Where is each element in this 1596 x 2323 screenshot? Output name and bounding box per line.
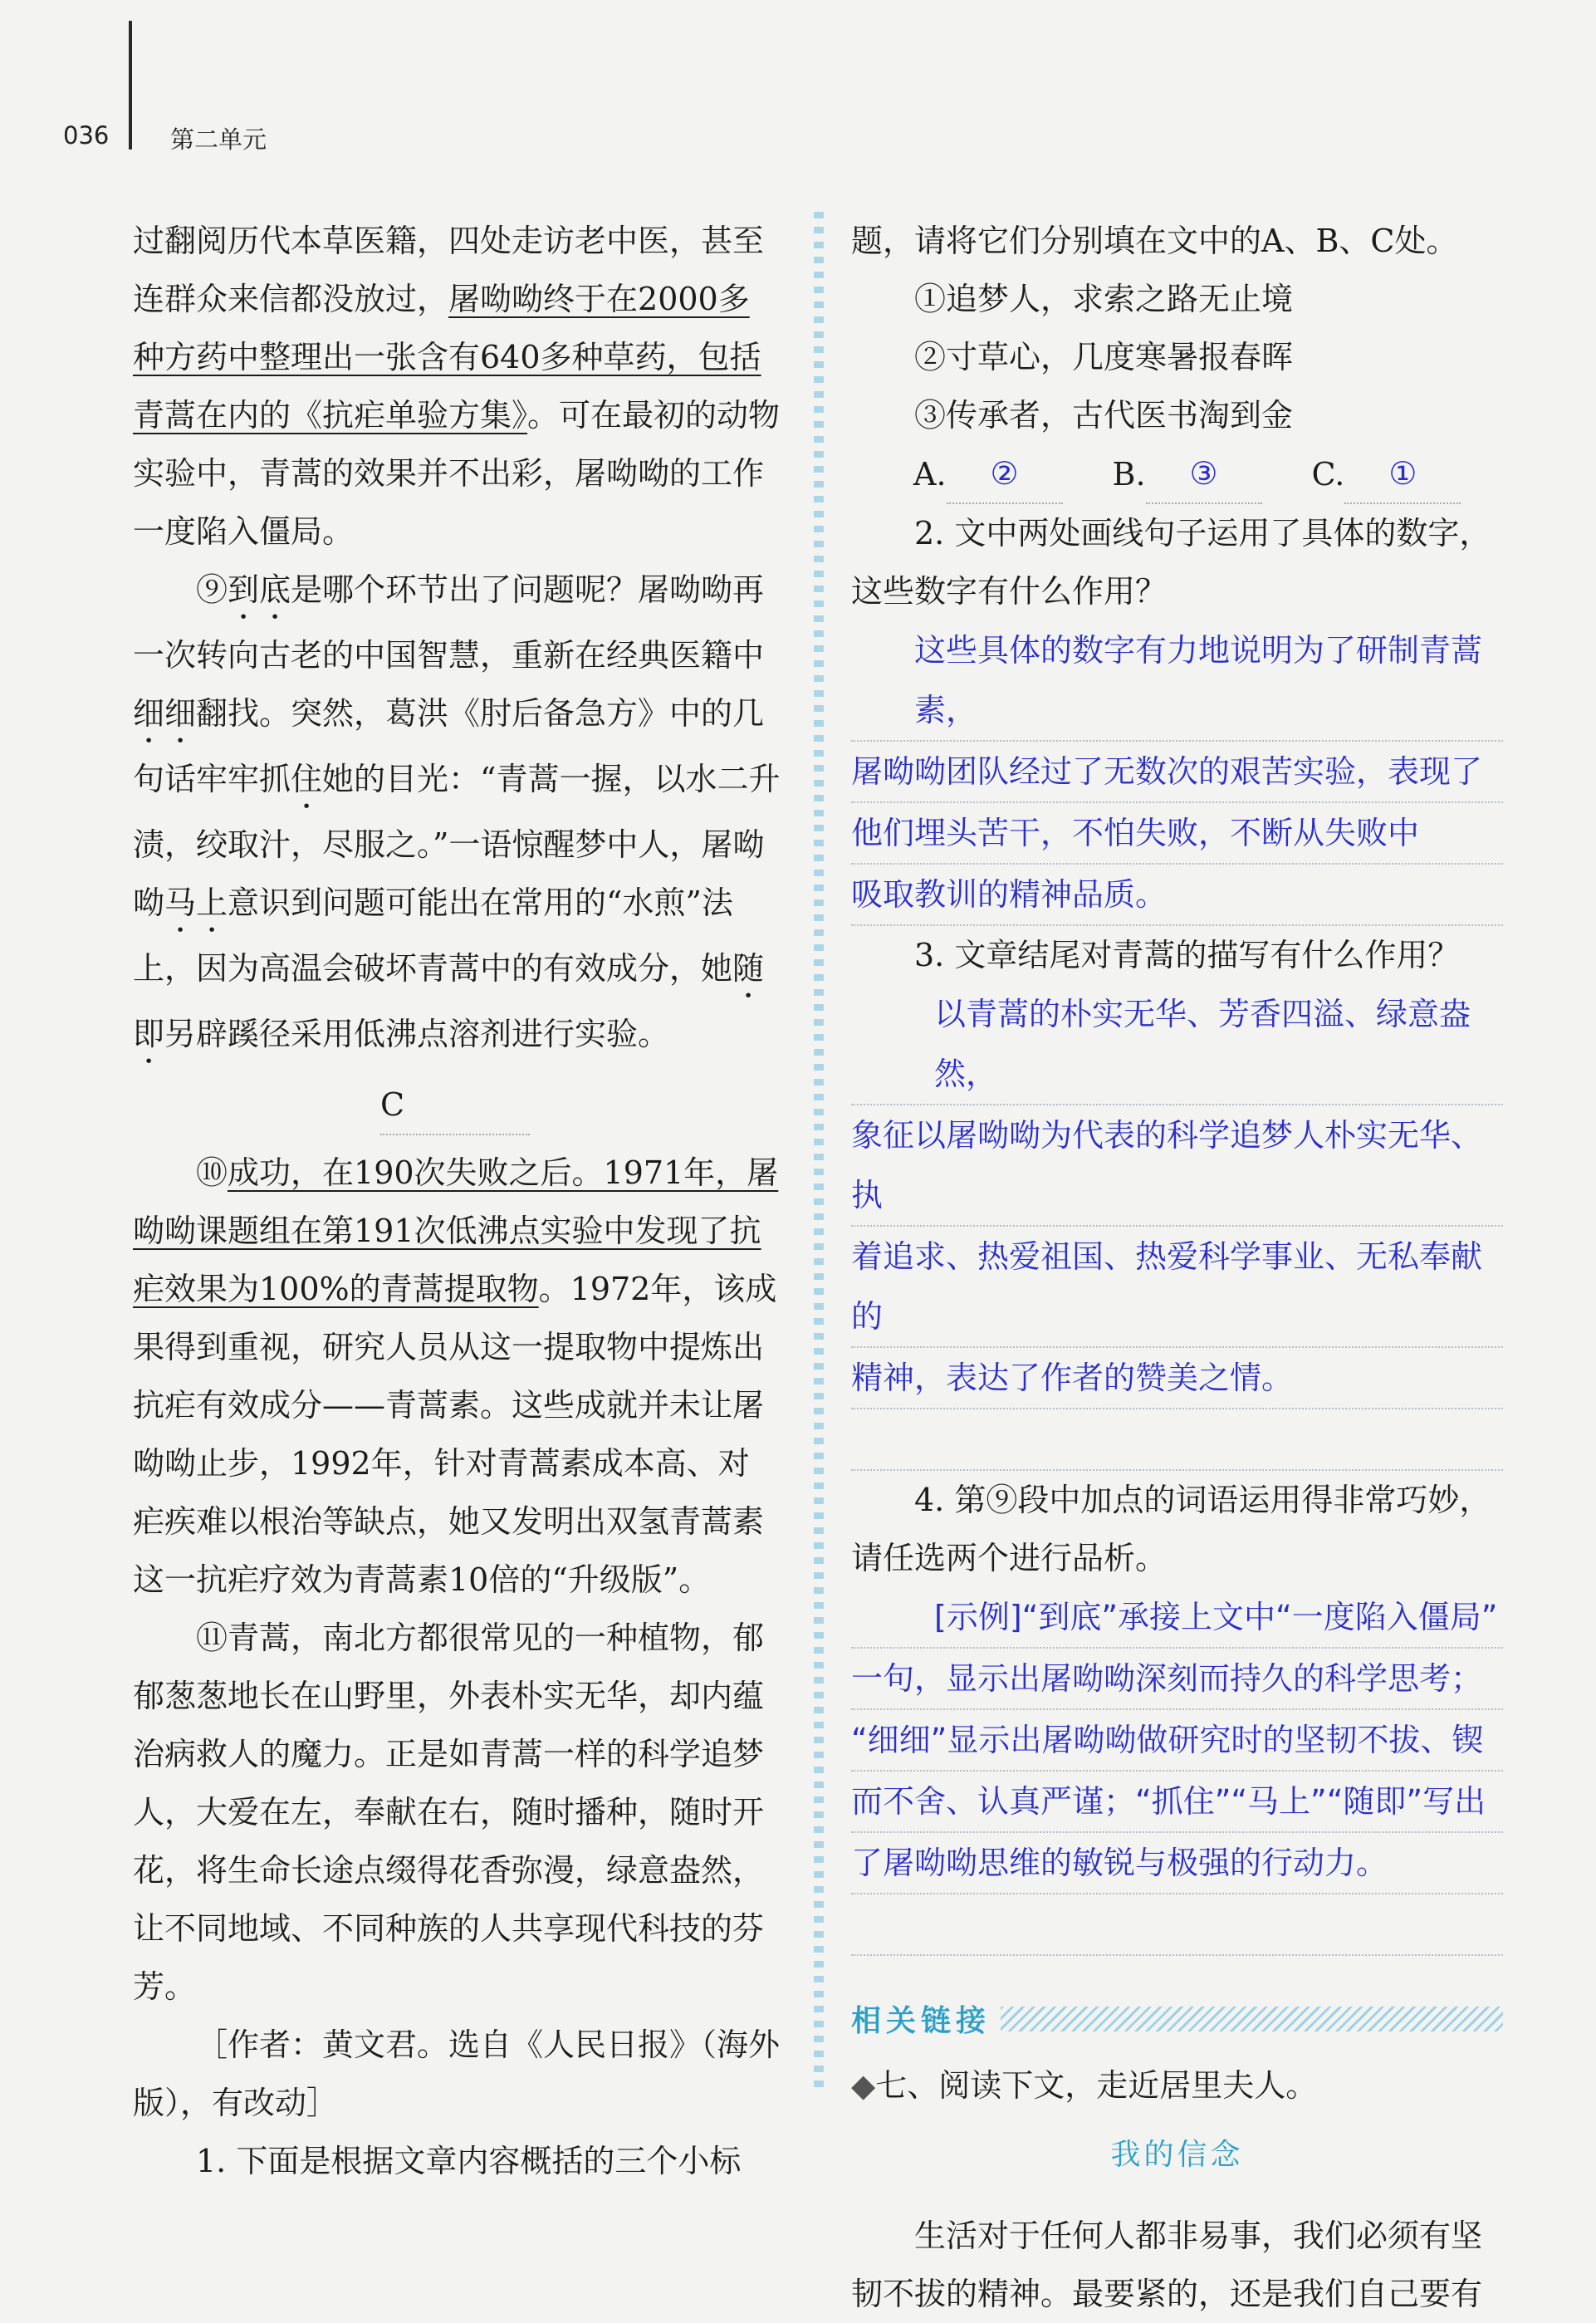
answer-3[interactable]: 以青蒿的朴实无华、芳香四溢、绿意盎然， 象征以屠呦呦为代表的科学追梦人朴实无华、执 着追求、热爱祖国、热爱科学事业、无私奉献的 精神，表达了作者的赞美之情。 — [851, 984, 1503, 1471]
answer-c: C. ① — [1312, 444, 1461, 504]
dotted-word-suiji: 随即 — [133, 950, 765, 1052]
answer-a: A. ② — [913, 444, 1063, 504]
reading-paragraph-1: 生活对于任何人都非易事，我们必须有坚韧不拔的精神。最要紧的，还是我们自己要有 — [851, 2218, 1483, 2312]
paragraph-10: ⑩成功，在190次失败之后。1971年，屠呦呦课题组在第191次低沸点实验中发现了抗疟效果为100%的青蒿提取物。1972年，该成果得到重视，研究人员从这一提取物中提炼出抗疟有效成分——青蒿素。这些成就并未让屠呦呦止步，1992年，针对青蒿素成本高、对疟疾难以根治等缺点，她又发明出双氢青蒿素这一抗疟疗效为青蒿素10倍的“升级版”。 — [133, 1154, 779, 1598]
option-1: ①追梦人，求索之路无止境 — [914, 281, 1294, 317]
column-divider — [814, 212, 824, 2089]
source-citation: ［作者：黄文君。选自《人民日报》（海外版），有改动］ — [133, 2026, 781, 2121]
answer-b: B. ③ — [1113, 444, 1262, 504]
unit-title: 第二单元 — [170, 125, 267, 154]
answer-c-blank[interactable]: ① — [1344, 444, 1461, 504]
paragraph-8-continued: 过翻阅历代本草医籍，四处走访老中医，甚至连群众来信都没放过，屠呦呦终于在2000多种方药中整理出一张含有640多种草药，包括青蒿在内的《抗疟单验方集》。可在最初的动物实验中，青蒿的效果并不出彩，屠呦呦的工作一度陷入僵局。 — [133, 223, 781, 550]
related-links-header — [851, 1997, 1503, 2040]
question-2: 2. 文中两处画线句子运用了具体的数字，这些数字有什么作用？ — [851, 515, 1491, 610]
dotted-word-daodi: 到底 — [228, 571, 291, 608]
page-number: 036 — [63, 121, 110, 149]
underlined-sentence-2: 成功，在190次失败之后。1971年，屠呦呦课题组在第191次低沸点实验中发现了抗疟效果为100%的青蒿提取物 — [133, 1154, 779, 1307]
answer-2[interactable]: 这些具体的数字有力地说明为了研制青蒿素， 屠呦呦团队经过了无数次的艰苦实验，表现了 他们埋头苦干，不怕失败，不断从失败中 吸取教训的精神品质。 — [851, 620, 1503, 926]
question-1-start: 1. 下面是根据文章内容概括的三个小标 — [196, 2143, 742, 2179]
question-3: 3. 文章结尾对青蒿的描写有什么作用？ — [914, 937, 1460, 973]
dotted-word-mashang: 马上 — [164, 885, 228, 921]
question-7: ◆七、阅读下文，走近居里夫人。 — [851, 2067, 1318, 2104]
option-2: ②寸草心，几度寒暑报春晖 — [914, 339, 1294, 375]
reading-title: 我的信念 — [1110, 2138, 1244, 2172]
dotted-word-zhu: 住 — [291, 761, 323, 797]
question-4: 4. 第⑨段中加点的词语运用得非常巧妙，请任选两个进行品析。 — [851, 1482, 1491, 1576]
answer-b-blank[interactable]: ③ — [1146, 444, 1262, 504]
option-3: ③传承者，古代医书淘到金 — [914, 397, 1294, 434]
paragraph-9: ⑨到底是哪个环节出了问题呢？屠呦呦再一次转向古老的中国智慧，重新在经典医籍中细细翻找。突然，葛洪《肘后备急方》中的几句话牢牢抓住她的目光：“青蒿一握，以水二升渍，绞取汁，尽服之。”一语惊醒梦中人，屠呦呦马上意识到问题可能出在常用的“水煎”法上，因为高温会破坏青蒿中的有效成分，她随即另辟蹊径采用低沸点溶剂进行实验。 — [133, 571, 781, 1052]
answer-a-blank[interactable]: ② — [947, 444, 1063, 504]
paragraph-11: ⑪青蒿，南北方都很常见的一种植物，郁郁葱葱地长在山野里，外表朴实无华，却内蕴治病救人的魔力。正是如青蒿一样的科学追梦人，大爱在左，奉献在右，随时播种，随时开花，将生命长途点缀得花香弥漫，绿意盎然，让不同地域、不同种族的人共享现代科技的芬芳。 — [133, 1620, 765, 2005]
blank-c-label: C — [380, 1076, 530, 1135]
answer-4[interactable]: [示例]“到底”承接上文中“一度陷入僵局” 一句，显示出屠呦呦深刻而持久的科学思考； “细细”显示出屠呦呦做研究时的坚韧不拔、锲 而不舍、认真严谨；“抓住”“马上”“随即”写出 了屠呦呦思维的敏锐与极强的行动力。 — [851, 1587, 1503, 1956]
header-rule — [129, 21, 132, 149]
left-column — [133, 212, 781, 2190]
hatched-bar — [1001, 2007, 1503, 2031]
answer-abc-row — [913, 444, 1503, 504]
right-column — [851, 212, 1503, 2323]
underlined-sentence-1: 屠呦呦终于在2000多种方药中整理出一张含有640多种草药，包括青蒿在内的《抗疟单验方集》 — [133, 281, 761, 434]
dotted-word-xixi: 细细 — [133, 695, 197, 732]
related-links-title: 相关链接 — [851, 2004, 991, 2038]
question-1-continued: 题，请将它们分别填在文中的A、B、C处。 — [851, 223, 1458, 259]
diamond-icon: ◆ — [851, 2067, 876, 2104]
